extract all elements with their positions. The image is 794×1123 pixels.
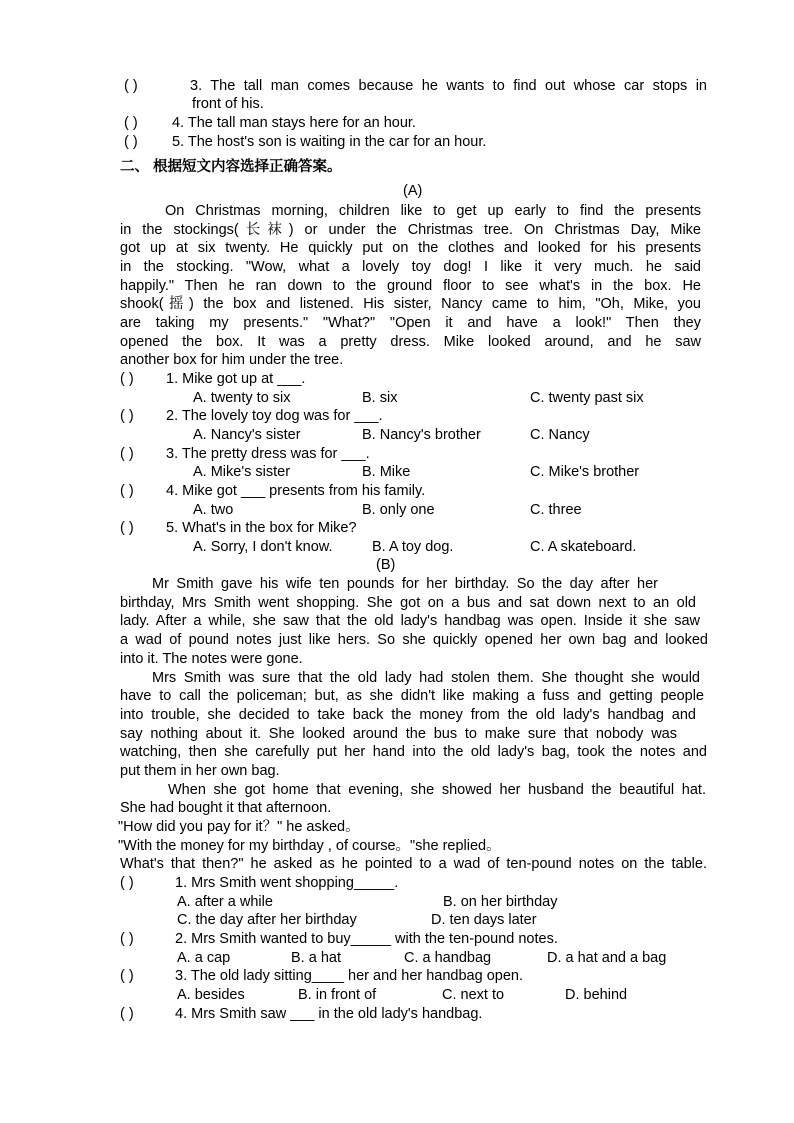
tf-question-5: 5. The host's son is waiting in the car for an hour. [172,134,487,150]
question-stem: 4. Mike got ___ presents from his family. [166,483,426,499]
option[interactable]: A. besides [177,987,245,1003]
question-stem: 5. What's in the box for Mike? [166,520,357,536]
passage-b-line: Mrs Smith was sure that the old lady had stolen them. She thought she would [152,670,700,686]
passage-b-line: She had bought it that afternoon. [120,800,332,816]
option[interactable]: B. Nancy's brother [362,427,481,443]
passage-b-line: When she got home that evening, she showed her husband the beautiful hat. [168,782,706,798]
passage-a-label: (A) [403,183,423,199]
passage-b-line: into trouble, she decided to take back the money from the old lady's handbag and [120,707,696,723]
option[interactable]: A. a cap [177,950,231,966]
option[interactable]: D. behind [565,987,628,1003]
option[interactable]: C. Mike's brother [530,464,640,480]
option[interactable]: C. A skateboard. [530,539,637,555]
passage-b-line: lady. After a while, she saw that the old lady's handbag was open. Inside it she saw [120,613,700,629]
passage-a-line: On Christmas morning, children like to get up early to find the presents [165,203,701,219]
answer-paren[interactable]: ( ) [120,875,134,891]
option[interactable]: B. on her birthday [443,894,558,910]
passage-b-line: Mr Smith gave his wife ten pounds for her birthday. So the day after her [152,576,658,592]
question-stem: 3. The old lady sitting____ her and her handbag open. [175,968,523,984]
section-2-title: 二、 根据短文内容选择正确答案。 [120,159,342,175]
option[interactable]: D. ten days later [431,912,537,928]
passage-a-line: in the stocking. "Wow, what a lovely toy dog! I like it very much. he said [120,259,701,275]
passage-a-line: in the stockings(长袜) or under the Christmas tree. On Christmas Day, Mike [120,222,701,238]
tf-paren[interactable]: ( ) [124,115,138,131]
option[interactable]: A. Mike's sister [193,464,291,480]
passage-a-line: opened the box. It was a pretty dress. Mike looked around, and he saw [120,334,701,350]
answer-paren[interactable]: ( ) [120,446,134,462]
option[interactable]: C. Nancy [530,427,590,443]
passage-a-line: happily." Then he ran down to the ground floor to see what's in the box. He [120,278,701,294]
answer-paren[interactable]: ( ) [120,483,134,499]
option[interactable]: B. six [362,390,398,406]
option[interactable]: B. A toy dog. [372,539,454,555]
option[interactable]: C. three [530,502,582,518]
option[interactable]: B. only one [362,502,435,518]
answer-paren[interactable]: ( ) [120,408,134,424]
option[interactable]: C. the day after her birthday [177,912,357,928]
answer-paren[interactable]: ( ) [120,931,134,947]
option[interactable]: B. a hat [291,950,341,966]
option[interactable]: D. a hat and a bag [547,950,667,966]
passage-a-line: are taking my presents." "What?" "Open it and have a look!" Then they [120,315,701,331]
option[interactable]: A. two [193,502,234,518]
question-stem: 1. Mike got up at ___. [166,371,306,387]
question-stem: 1. Mrs Smith went shopping_____. [175,875,399,891]
question-stem: 3. The pretty dress was for ___. [166,446,370,462]
tf-paren[interactable]: ( ) [124,134,138,150]
option[interactable]: A. after a while [177,894,273,910]
passage-b-line: "With the money for my birthday , of course。"she replied。 [118,838,501,854]
passage-b-line: What's that then?" he asked as he pointed to a wad of ten-pound notes on the table. [120,856,707,872]
passage-b-line: "How did you pay for it？" he asked。 [118,819,360,835]
option[interactable]: C. twenty past six [530,390,644,406]
tf-question-3-line-1: 3. The tall man comes because he wants to find out whose car stops in [190,78,707,94]
option[interactable]: C. next to [442,987,505,1003]
answer-paren[interactable]: ( ) [120,371,134,387]
tf-question-3-line-2: front of his. [192,96,264,112]
answer-paren[interactable]: ( ) [120,1006,134,1022]
passage-b-line: have to call the policeman; but, as she didn't like making a fuss and getting people [120,688,704,704]
option[interactable]: A. twenty to six [193,390,291,406]
answer-paren[interactable]: ( ) [120,520,134,536]
question-stem: 2. Mrs Smith wanted to buy_____ with the ten-pound notes. [175,931,558,947]
passage-b-line: a wad of pound notes just like hers. So she quickly opened her own bag and looked [120,632,708,648]
passage-b-line: into it. The notes were gone. [120,651,303,667]
passage-a-line: shook(摇) the box and listened. His sister, Nancy came to him, "Oh, Mike, you [120,296,701,312]
passage-a-line: another box for him under the tree. [120,352,344,368]
option[interactable]: B. in front of [298,987,377,1003]
option[interactable]: B. Mike [362,464,411,480]
passage-b-line: birthday, Mrs Smith went shopping. She got on a bus and sat down next to an old [120,595,696,611]
tf-question-4: 4. The tall man stays here for an hour. [172,115,416,131]
question-stem: 2. The lovely toy dog was for ___. [166,408,383,424]
answer-paren[interactable]: ( ) [120,968,134,984]
tf-paren[interactable]: ( ) [124,78,138,94]
option[interactable]: C. a handbag [404,950,492,966]
option[interactable]: A. Sorry, I don't know. [193,539,333,555]
passage-b-line: put them in her own bag. [120,763,280,779]
passage-a-line: got up at six twenty. He quickly put on the clothes and looked for his presents [120,240,701,256]
question-stem: 4. Mrs Smith saw ___ in the old lady's handbag. [175,1006,483,1022]
passage-b-line: say nothing about it. She looked around the bus to make sure that nobody was [120,726,677,742]
passage-b-line: watching, then she carefully put her hand into the old lady's bag, took the notes and [120,744,707,760]
passage-b-label: (B) [376,557,396,573]
option[interactable]: A. Nancy's sister [193,427,301,443]
